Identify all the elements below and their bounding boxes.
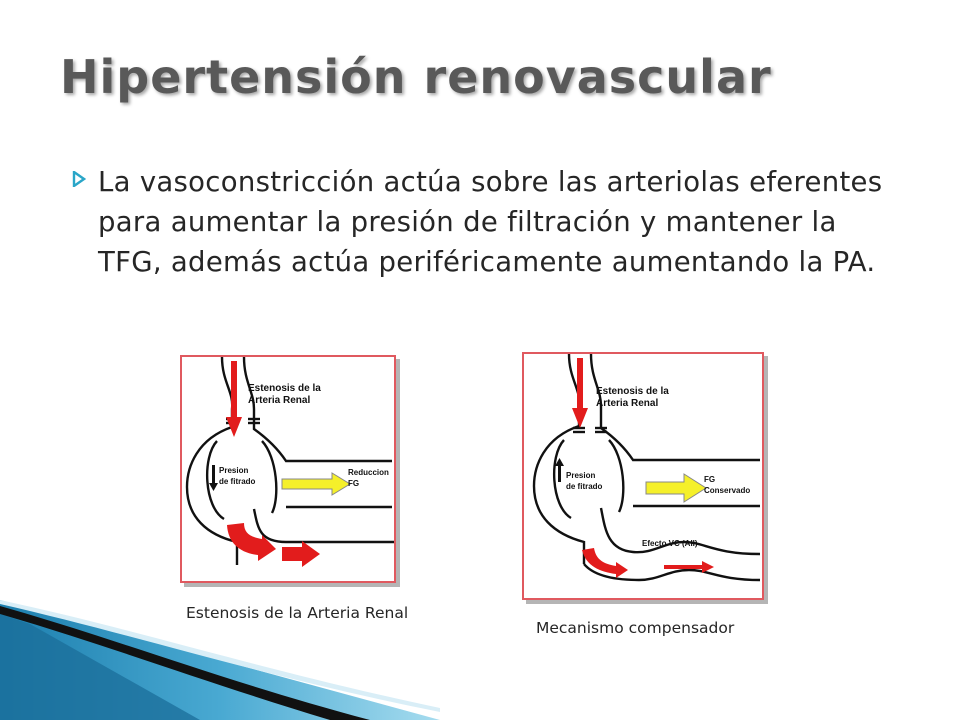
pressure-down-arrow-icon — [209, 465, 218, 491]
diagram-drawing — [524, 354, 762, 598]
pressure-label-2: de fitrado — [566, 482, 603, 491]
result-arrow-icon — [282, 473, 350, 495]
diagram-drawing — [182, 357, 394, 581]
stenosis-label-2: Arteria Renal — [596, 398, 659, 409]
pressure-label-1: Presion — [566, 471, 596, 480]
result-label-2: FG — [348, 479, 360, 488]
figure-caption-2: Mecanismo compensador — [536, 619, 735, 637]
bullet-text: La vasoconstricción actúa sobre las arteriolas eferentes para aumentar la presión de filtración y mantener la TFG, además actúa periféricamente aumentando la PA. — [98, 166, 883, 278]
corner-swoosh-decoration — [0, 600, 440, 720]
result-label-1: Reduccion — [348, 468, 389, 477]
result-label-2: Conservado — [704, 486, 751, 495]
inflow-arrow-icon — [226, 361, 242, 437]
figure-caption-1: Estenosis de la Arteria Renal — [186, 604, 409, 622]
inflow-arrow-icon — [572, 358, 588, 428]
stenosis-label-2: Arteria Renal — [248, 395, 311, 406]
diagram-renal-artery-stenosis — [180, 355, 396, 583]
outflow-arrow-icon — [282, 541, 320, 567]
effect-label: Efecto VC (AII) — [642, 539, 698, 548]
stenosis-label-1: Estenosis de la — [596, 386, 669, 397]
result-arrow-icon — [646, 474, 706, 502]
pressure-up-arrow-icon — [555, 458, 564, 482]
outflow-curve-arrow-icon — [227, 523, 276, 561]
stenosis-label-1: Estenosis de la — [248, 383, 321, 394]
pressure-label-1: Presion — [219, 466, 249, 475]
diagram-compensatory-mechanism — [522, 352, 764, 600]
bullet-arrow-icon — [72, 171, 86, 187]
slide-title: Hipertensión renovascular — [60, 50, 772, 104]
result-label-1: FG — [704, 475, 716, 484]
pressure-label-2: de fitrado — [219, 477, 256, 486]
outflow-arrow-icon — [664, 561, 714, 573]
outflow-curve-arrow-icon — [582, 548, 628, 578]
